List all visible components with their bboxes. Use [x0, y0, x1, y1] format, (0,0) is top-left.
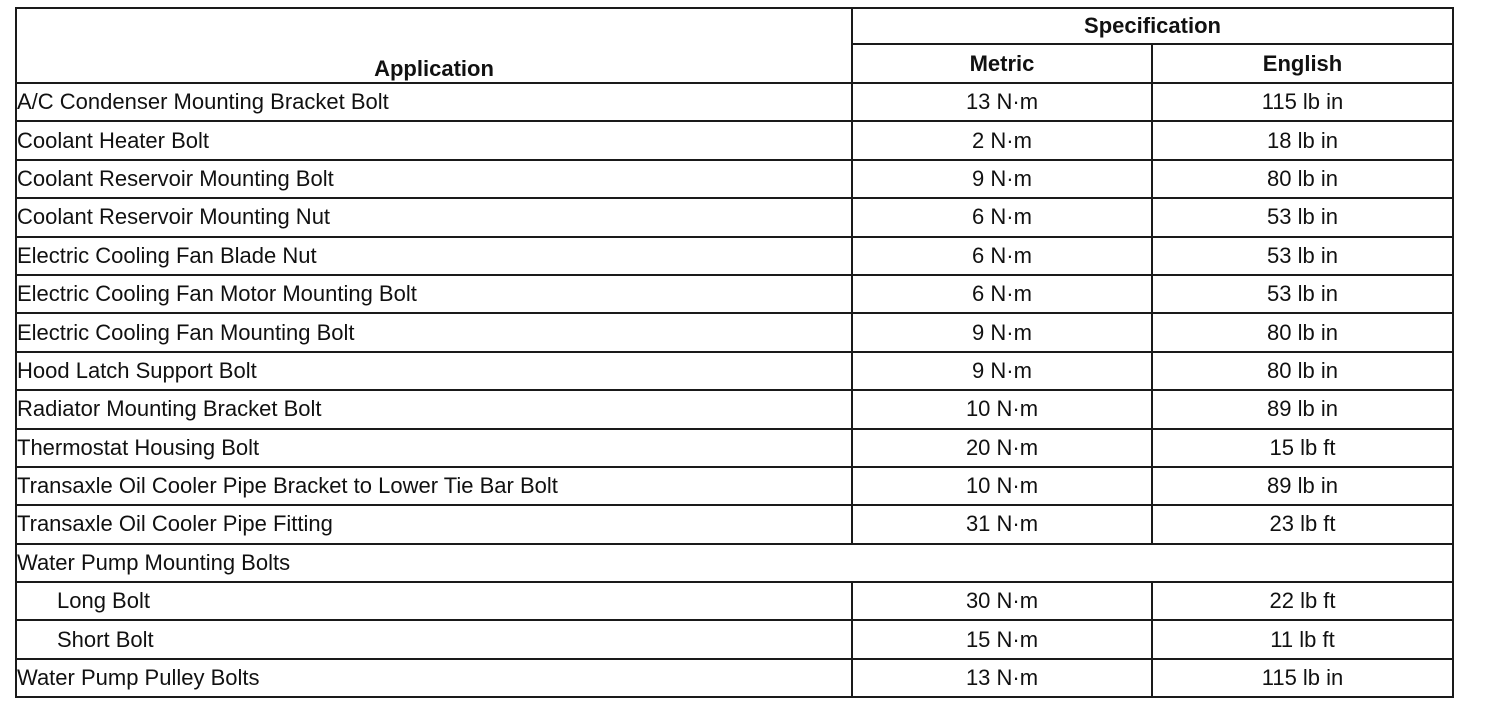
- table-row: [16, 659, 1453, 697]
- metric-cell: 9 N·m: [852, 352, 1152, 390]
- english-cell: 18 lb in: [1152, 121, 1453, 159]
- english-cell: 115 lb in: [1152, 83, 1453, 121]
- metric-cell: 13 N·m: [852, 83, 1152, 121]
- application-cell: Thermostat Housing Bolt: [16, 429, 852, 467]
- metric-cell: 10 N·m: [852, 467, 1152, 505]
- application-cell: Electric Cooling Fan Mounting Bolt: [16, 313, 852, 351]
- english-cell: 11 lb ft: [1152, 620, 1453, 658]
- metric-cell: 10 N·m: [852, 390, 1152, 428]
- group-heading-cell: Water Pump Mounting Bolts: [16, 544, 1453, 582]
- application-cell: A/C Condenser Mounting Bracket Bolt: [16, 83, 852, 121]
- header-row-top: [16, 8, 1453, 44]
- application-cell: Coolant Reservoir Mounting Bolt: [16, 160, 852, 198]
- header-specification: Specification: [852, 8, 1453, 44]
- table-row: [16, 467, 1453, 505]
- metric-cell: 31 N·m: [852, 505, 1152, 543]
- metric-cell: 6 N·m: [852, 275, 1152, 313]
- torque-spec-table: [15, 7, 1454, 698]
- table-group-row: [16, 544, 1453, 582]
- application-cell: Transaxle Oil Cooler Pipe Fitting: [16, 505, 852, 543]
- english-cell: 80 lb in: [1152, 160, 1453, 198]
- english-cell: 23 lb ft: [1152, 505, 1453, 543]
- metric-cell: 6 N·m: [852, 237, 1152, 275]
- table-row: [16, 620, 1453, 658]
- application-cell: Water Pump Pulley Bolts: [16, 659, 852, 697]
- application-cell: Radiator Mounting Bracket Bolt: [16, 390, 852, 428]
- table-row: [16, 198, 1453, 236]
- application-cell: Short Bolt: [16, 620, 852, 658]
- metric-cell: 2 N·m: [852, 121, 1152, 159]
- application-cell: Coolant Heater Bolt: [16, 121, 852, 159]
- header-english: English: [1152, 44, 1453, 83]
- application-cell: Electric Cooling Fan Motor Mounting Bolt: [16, 275, 852, 313]
- metric-cell: 30 N·m: [852, 582, 1152, 620]
- metric-cell: 15 N·m: [852, 620, 1152, 658]
- english-cell: 89 lb in: [1152, 467, 1453, 505]
- english-cell: 15 lb ft: [1152, 429, 1453, 467]
- table-row: [16, 429, 1453, 467]
- english-cell: 115 lb in: [1152, 659, 1453, 697]
- english-cell: 89 lb in: [1152, 390, 1453, 428]
- english-cell: 53 lb in: [1152, 275, 1453, 313]
- header-application: Application: [16, 8, 852, 83]
- table-row: [16, 390, 1453, 428]
- table-row: [16, 313, 1453, 351]
- english-cell: 80 lb in: [1152, 313, 1453, 351]
- metric-cell: 13 N·m: [852, 659, 1152, 697]
- table-row: [16, 582, 1453, 620]
- application-cell: Coolant Reservoir Mounting Nut: [16, 198, 852, 236]
- english-cell: 53 lb in: [1152, 237, 1453, 275]
- table-row: [16, 275, 1453, 313]
- application-cell: Transaxle Oil Cooler Pipe Bracket to Lower Tie Bar Bolt: [16, 467, 852, 505]
- english-cell: 22 lb ft: [1152, 582, 1453, 620]
- metric-cell: 6 N·m: [852, 198, 1152, 236]
- table-row: [16, 121, 1453, 159]
- english-cell: 80 lb in: [1152, 352, 1453, 390]
- application-cell: Long Bolt: [16, 582, 852, 620]
- english-cell: 53 lb in: [1152, 198, 1453, 236]
- metric-cell: 9 N·m: [852, 313, 1152, 351]
- table-row: [16, 352, 1453, 390]
- table-row: [16, 505, 1453, 543]
- application-cell: Electric Cooling Fan Blade Nut: [16, 237, 852, 275]
- metric-cell: 9 N·m: [852, 160, 1152, 198]
- metric-cell: 20 N·m: [852, 429, 1152, 467]
- table-row: [16, 83, 1453, 121]
- header-metric: Metric: [852, 44, 1152, 83]
- application-cell: Hood Latch Support Bolt: [16, 352, 852, 390]
- table-row: [16, 160, 1453, 198]
- table-row: [16, 237, 1453, 275]
